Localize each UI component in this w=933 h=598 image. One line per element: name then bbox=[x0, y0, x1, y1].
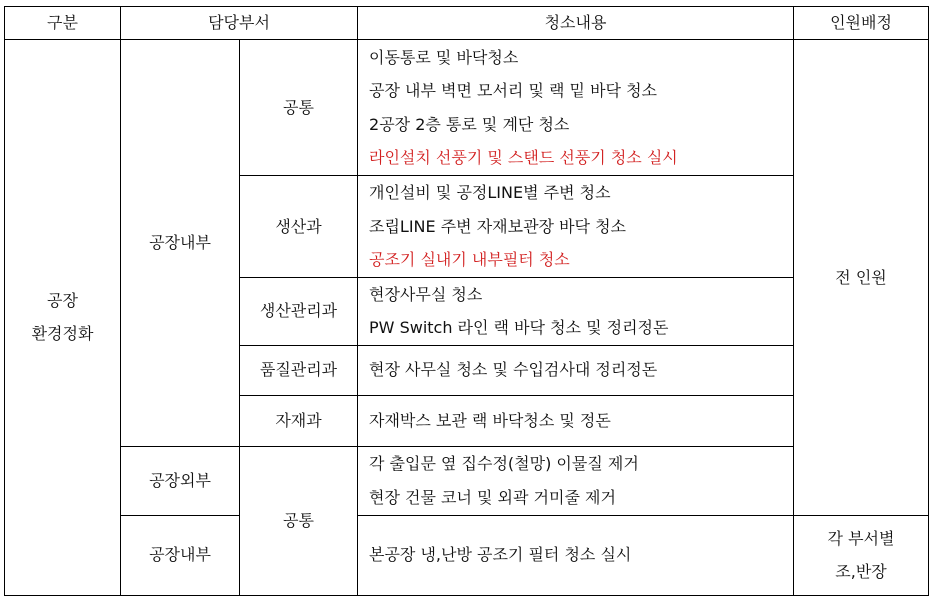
area-factory-inside: 공장내부 bbox=[121, 40, 240, 447]
content-line: 각 출입문 옆 집수정(철망) 이물질 제거 bbox=[369, 454, 639, 473]
staff-dept-line2: 조,반장 bbox=[835, 562, 887, 581]
content-production-mgmt bbox=[358, 277, 794, 345]
dept-common-2: 공통 bbox=[240, 446, 358, 595]
content-common bbox=[358, 40, 794, 176]
content-line: 2공장 2층 통로 및 계단 청소 bbox=[369, 114, 570, 134]
dept-quality-mgmt: 품질관리과 bbox=[240, 345, 358, 395]
content-outside bbox=[358, 446, 794, 515]
area-factory-inside-2: 공장내부 bbox=[121, 515, 240, 595]
header-category: 구분 bbox=[5, 7, 121, 40]
dept-common: 공통 bbox=[240, 40, 358, 176]
header-staff: 인원배정 bbox=[794, 7, 929, 40]
content-line-highlight: 공조기 실내기 내부필터 청소 bbox=[369, 250, 570, 269]
content-production bbox=[358, 176, 794, 278]
cleaning-assignment-table bbox=[4, 6, 929, 596]
dept-production: 생산과 bbox=[240, 176, 358, 278]
category-line2: 환경정화 bbox=[31, 324, 94, 344]
staff-dept-line1: 각 부서별 bbox=[827, 528, 895, 548]
content-line-highlight: 라인설치 선풍기 및 스탠드 선풍기 청소 실시 bbox=[369, 148, 678, 167]
content-inside-2: 본공장 냉,난방 공조기 필터 청소 실시 bbox=[358, 515, 794, 595]
dept-materials: 자재과 bbox=[240, 395, 358, 446]
table-row bbox=[5, 446, 929, 515]
header-row bbox=[5, 7, 929, 40]
header-department: 담당부서 bbox=[121, 7, 358, 40]
content-line: 공장 내부 벽면 모서리 및 랙 밑 바닥 청소 bbox=[369, 81, 657, 100]
category-line1: 공장 bbox=[47, 290, 78, 310]
content-line: 이동통로 및 바닥청소 bbox=[369, 47, 519, 67]
content-line: PW Switch 라인 랙 바닥 청소 및 정리정돈 bbox=[369, 318, 669, 337]
content-line: 조립LINE 주변 자재보관장 바닥 청소 bbox=[369, 216, 626, 236]
content-line: 현장사무실 청소 bbox=[369, 284, 483, 304]
staff-dept bbox=[794, 515, 929, 595]
category-cell bbox=[5, 40, 121, 596]
content-line: 현장 건물 코너 및 외곽 거미줄 제거 bbox=[369, 487, 616, 507]
area-factory-outside: 공장외부 bbox=[121, 446, 240, 515]
table-row bbox=[5, 40, 929, 176]
content-line: 개인설비 및 공정LINE별 주변 청소 bbox=[369, 183, 611, 202]
table-row bbox=[5, 515, 929, 595]
staff-all: 전 인원 bbox=[794, 40, 929, 516]
content-materials: 자재박스 보관 랙 바닥청소 및 정돈 bbox=[358, 395, 794, 446]
dept-production-mgmt: 생산관리과 bbox=[240, 277, 358, 345]
content-quality-mgmt: 현장 사무실 청소 및 수입검사대 정리정돈 bbox=[358, 345, 794, 395]
header-content: 청소내용 bbox=[358, 7, 794, 40]
